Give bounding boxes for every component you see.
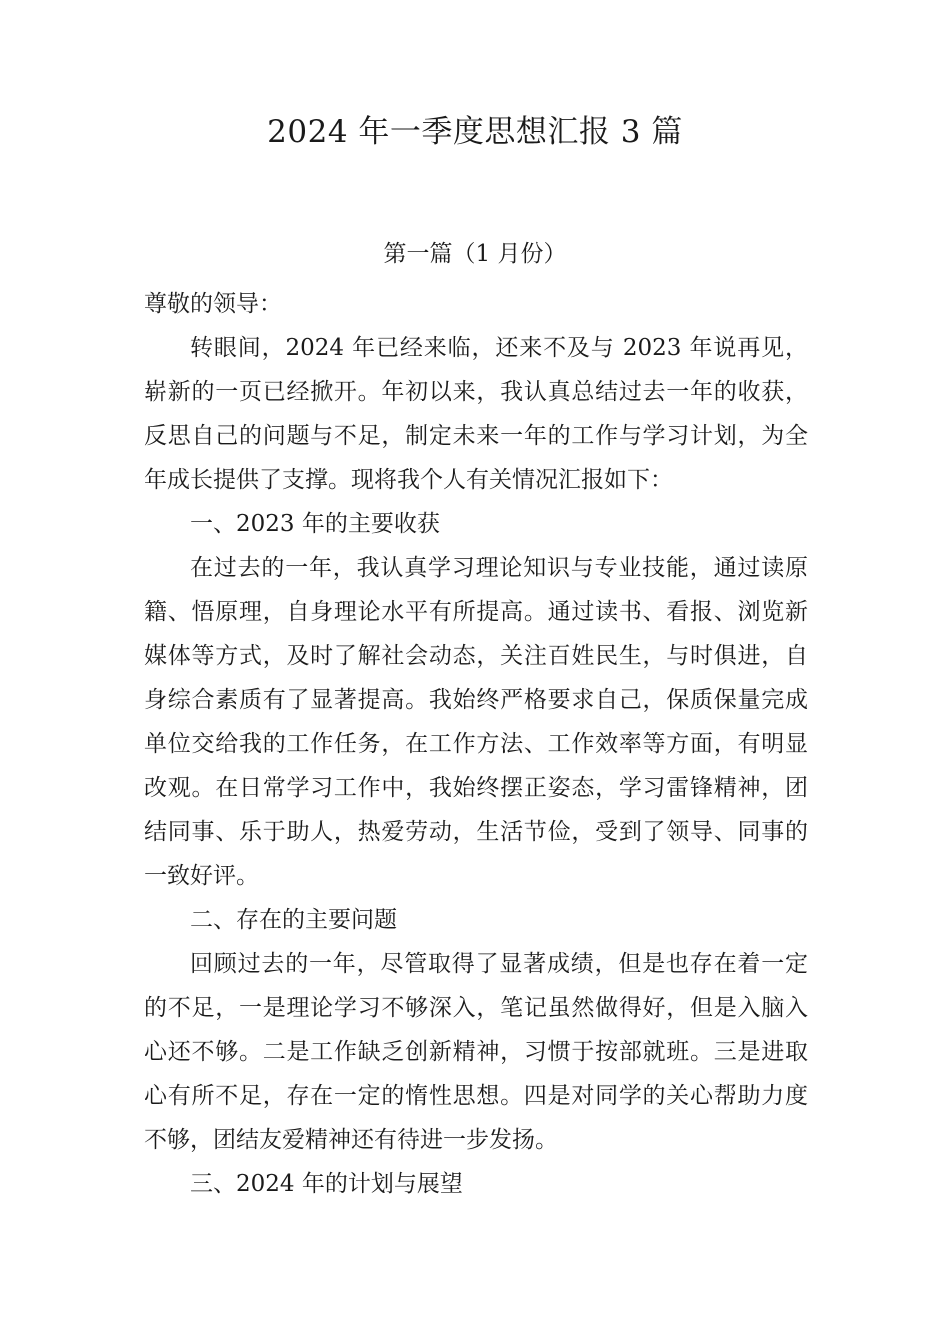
intro-paragraph: 转眼间，2024 年已经来临，还来不及与 2023 年说再见，崭新的一页已经掀开。年初以来，我认真总结过去一年的收获，反思自己的问题与不足，制定未来一年的工作与学习计划，为全年成长提供了支撑。现将我个人有关情况汇报如下： bbox=[144, 335, 808, 493]
salutation: 尊敬的领导： bbox=[144, 291, 282, 317]
problems-paragraph: 回顾过去的一年，尽管取得了显著成绩，但是也存在着一定的不足，一是理论学习不够深入，笔记虽然做得好，但是入脑入心还不够。二是工作缺乏创新精神，习惯于按部就班。三是进取心有所不足，存在一定的惰性思想。四是对同学的关心帮助力度不够，团结友爱精神还有待进一步发扬。 bbox=[144, 951, 808, 1153]
heading-plan-2024: 三、2024 年的计划与展望 bbox=[190, 1171, 463, 1197]
document-title: 2024 年一季度思想汇报 3 篇 bbox=[267, 114, 683, 150]
heading-gains-2023: 一、2023 年的主要收获 bbox=[190, 511, 440, 537]
gains-paragraph: 在过去的一年，我认真学习理论知识与专业技能，通过读原籍、悟原理，自身理论水平有所提高。通过读书、看报、浏览新媒体等方式，及时了解社会动态，关注百姓民生，与时俱进，自身综合素质有了显著提高。我始终严格要求自己，保质保量完成单位交给我的工作任务，在工作方法、工作效率等方面，有明显改观。在日常学习工作中，我始终摆正姿态，学习雷锋精神，团结同事、乐于助人，热爱劳动，生活节俭，受到了领导、同事的一致好评。 bbox=[144, 555, 808, 889]
heading-problems: 二、存在的主要问题 bbox=[190, 907, 397, 933]
section-heading: 第一篇（1 月份） bbox=[383, 241, 567, 267]
document-body bbox=[144, 282, 808, 1206]
